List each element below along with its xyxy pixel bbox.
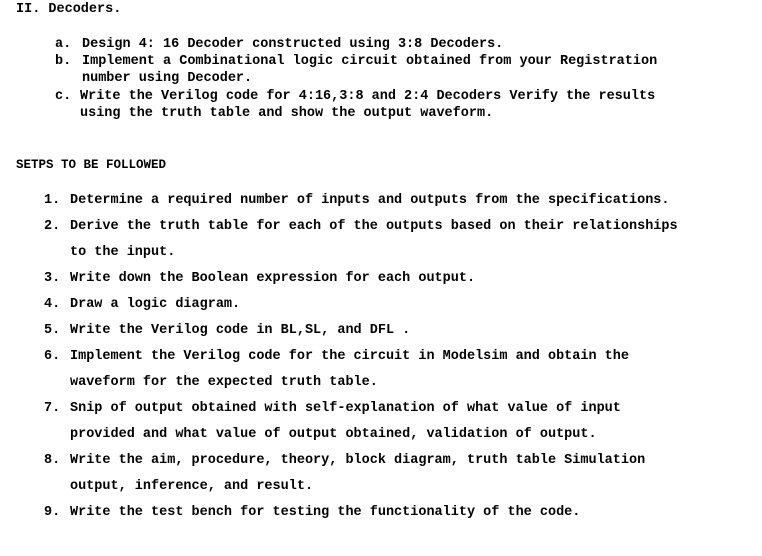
- step-8-text-line2: output, inference, and result.: [70, 479, 314, 494]
- step-5-text: Write the Verilog code in BL,SL, and DFL .: [70, 323, 411, 338]
- task-c-text-line2: using the truth table and show the output waveform.: [80, 106, 494, 121]
- step-9-text: Write the test bench for testing the functionality of the code.: [70, 505, 581, 520]
- step-6-text-line2: waveform for the expected truth table.: [70, 375, 378, 390]
- step-7-text-line2: provided and what value of output obtained, validation of output.: [70, 427, 597, 442]
- task-b-marker: b.: [55, 54, 72, 69]
- step-6-number: 6.: [44, 349, 61, 364]
- step-3-text: Write down the Boolean expression for each output.: [70, 271, 476, 286]
- step-9-number: 9.: [44, 505, 61, 520]
- section-heading: II. Decoders.: [16, 2, 122, 17]
- step-6-text-line1: Implement the Verilog code for the circuit in Modelsim and obtain the: [70, 349, 629, 364]
- step-8-number: 8.: [44, 453, 61, 468]
- task-b-text-line1: Implement a Combinational logic circuit obtained from your Registration: [82, 54, 658, 69]
- step-2-text-line2: to the input.: [70, 245, 176, 260]
- task-a-marker: a.: [55, 37, 72, 52]
- step-3-number: 3.: [44, 271, 61, 286]
- step-1-number: 1.: [44, 193, 61, 208]
- step-8-text-line1: Write the aim, procedure, theory, block diagram, truth table Simulation: [70, 453, 646, 468]
- step-2-text-line1: Derive the truth table for each of the outputs based on their relationships: [70, 219, 678, 234]
- step-4-number: 4.: [44, 297, 61, 312]
- step-5-number: 5.: [44, 323, 61, 338]
- steps-heading: SETPS TO BE FOLLOWED: [16, 158, 167, 172]
- task-c-marker: c.: [55, 89, 72, 104]
- step-4-text: Draw a logic diagram.: [70, 297, 241, 312]
- step-1-text: Determine a required number of inputs and outputs from the specifications.: [70, 193, 670, 208]
- task-b-text-line2: number using Decoder.: [82, 71, 253, 86]
- step-7-text-line1: Snip of output obtained with self-explanation of what value of input: [70, 401, 621, 416]
- step-7-number: 7.: [44, 401, 61, 416]
- task-a-text: Design 4: 16 Decoder constructed using 3:8 Decoders.: [82, 37, 504, 52]
- task-c-text-line1: Write the Verilog code for 4:16,3:8 and 2:4 Decoders Verify the results: [80, 89, 656, 104]
- step-2-number: 2.: [44, 219, 61, 234]
